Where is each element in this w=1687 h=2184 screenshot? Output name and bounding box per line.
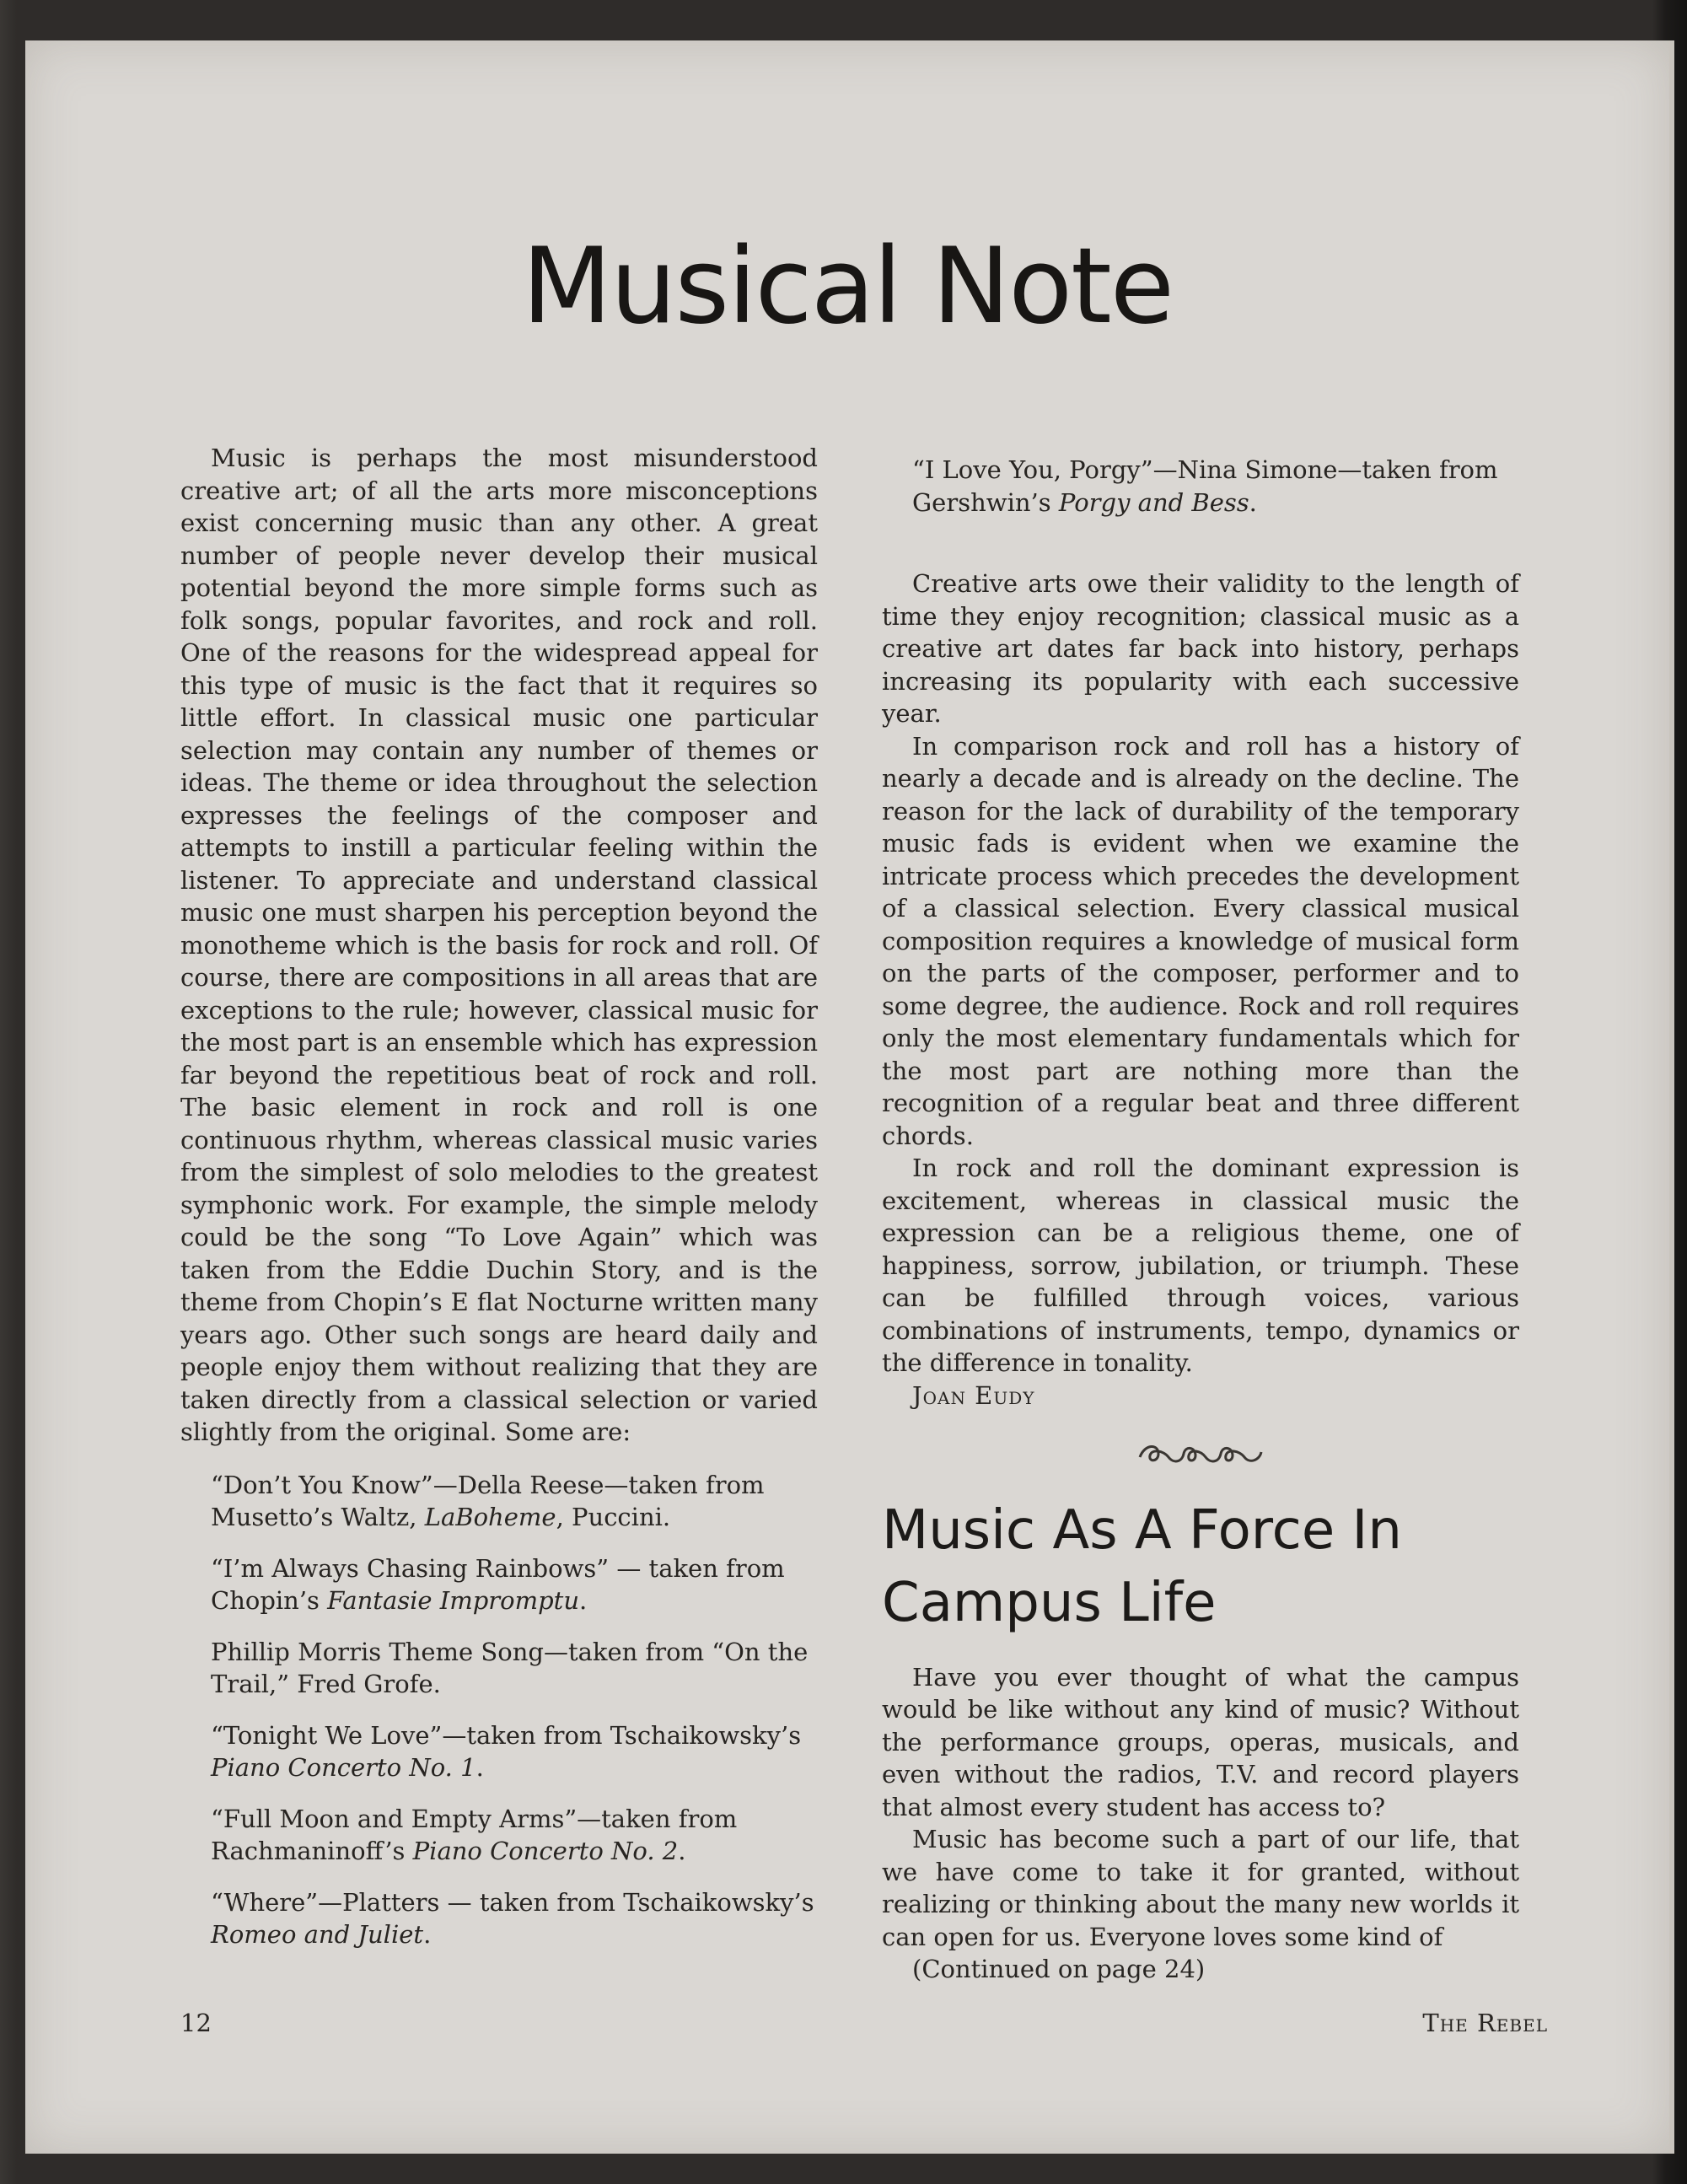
- example-item: “Where”—Platters — taken from Tschaikowsky’s Romeo and Juliet.: [211, 1887, 814, 1949]
- page-number: 12: [180, 2009, 212, 2037]
- author-byline: Joan Eudy: [912, 1380, 1035, 1410]
- body-paragraph: In rock and roll the dominant expression is excitement, whereas in classical music the expression can be a religious theme, one of happiness, sorrow, jubilation, or triumph. These can be fulfilled through voices, various combinations of instruments, tempo, dynamics or the difference in tonality.: [882, 1154, 1519, 1377]
- article-title: Musical Note: [521, 226, 1174, 347]
- example-item: “I Love You, Porgy”—Nina Simone—taken from Gershwin’s Porgy and Bess.: [912, 455, 1498, 517]
- intro-paragraph: Music is perhaps the most misunderstood creative art; of all the arts more misconceptions exist concerning music than any other. A great number of people never develop their musical potential beyond the more simple forms such as folk songs, popular favorites, and rock and roll. One of the reasons for the widespread appeal for this type of music is the fact that it requires so little effort. In classical music one particular selection may contain any number of themes or ideas. The theme or idea throughout the selection expresses the feelings of the composer and attempts to instill a particular feeling within the listener. To appreciate and understand classical music one must sharpen his perception beyond the monotheme which is the basis for rock and roll. Of course, there are compositions in all areas that are exceptions to the rule; however, classical music for the most part is an ensemble which has expression far beyond the repetitious beat of rock and roll. The basic element in rock and roll is one continuous rhythm, whereas classical music varies from the simplest of solo melodies to the greatest symphonic work. For example, the simple melody could be the song “To Love Again” which was taken from the Eddie Duchin Story, and is the theme from Chopin’s E flat Nocturne written many years ago. Other such songs are heard daily and people enjoy them without realizing that they are taken directly from a classical selection or varied slightly from the original. Some are:: [180, 444, 818, 1446]
- example-item: “I’m Always Chasing Rainbows” — taken from Chopin’s Fantasie Impromptu.: [211, 1553, 785, 1615]
- continued-note: (Continued on page 24): [912, 1955, 1206, 1983]
- example-item: “Full Moon and Empty Arms”—taken from Rachmaninoff’s Piano Concerto No. 2.: [211, 1804, 738, 1865]
- magazine-page: [25, 40, 1674, 2154]
- example-item: “Tonight We Love”—taken from Tschaikowsky’s Piano Concerto No. 1.: [211, 1720, 802, 1782]
- left-column: [180, 442, 818, 1970]
- ornament-divider-icon: [882, 1437, 1519, 1476]
- example-item: Phillip Morris Theme Song—taken from “On the Trail,” Fred Grofe.: [211, 1637, 809, 1698]
- body-paragraph: Music has become such a part of our life, that we have come to take it for granted, without realizing or thinking about the many new worlds it can open for us. Everyone loves some kind of: [882, 1825, 1519, 1951]
- body-paragraph: In comparison rock and roll has a history of nearly a decade and is already on the decline. The reason for the lack of durability of the temporary music fads is evident when we examine the intricate process which precedes the development of a classical selection. Every classical musical composition requires a knowledge of musical form on the parts of the composer, performer and to some degree, the audience. Rock and roll requires only the most elementary fundamentals which for the most part are nothing more than the recognition of a regular beat and three different chords.: [882, 731, 1519, 1150]
- second-article-title: Music As A Force In Campus Life: [882, 1498, 1402, 1634]
- example-item: “Don’t You Know”—Della Reese—taken from Musetto’s Waltz, LaBoheme, Puccini.: [211, 1470, 765, 1531]
- right-column: [882, 454, 1519, 1986]
- spacer: [882, 537, 1519, 568]
- publication-name: The Rebel: [1422, 2009, 1548, 2037]
- body-paragraph: Creative arts owe their validity to the length of time they enjoy recognition; classical music as a creative art dates far back into history, perhaps increasing its popularity with each successive year.: [882, 569, 1519, 728]
- body-paragraph: Have you ever thought of what the campus would be like without any kind of music? Without the performance groups, operas, musicals, and even without the radios, T.V. and record players that almost every student has access to?: [882, 1662, 1519, 1821]
